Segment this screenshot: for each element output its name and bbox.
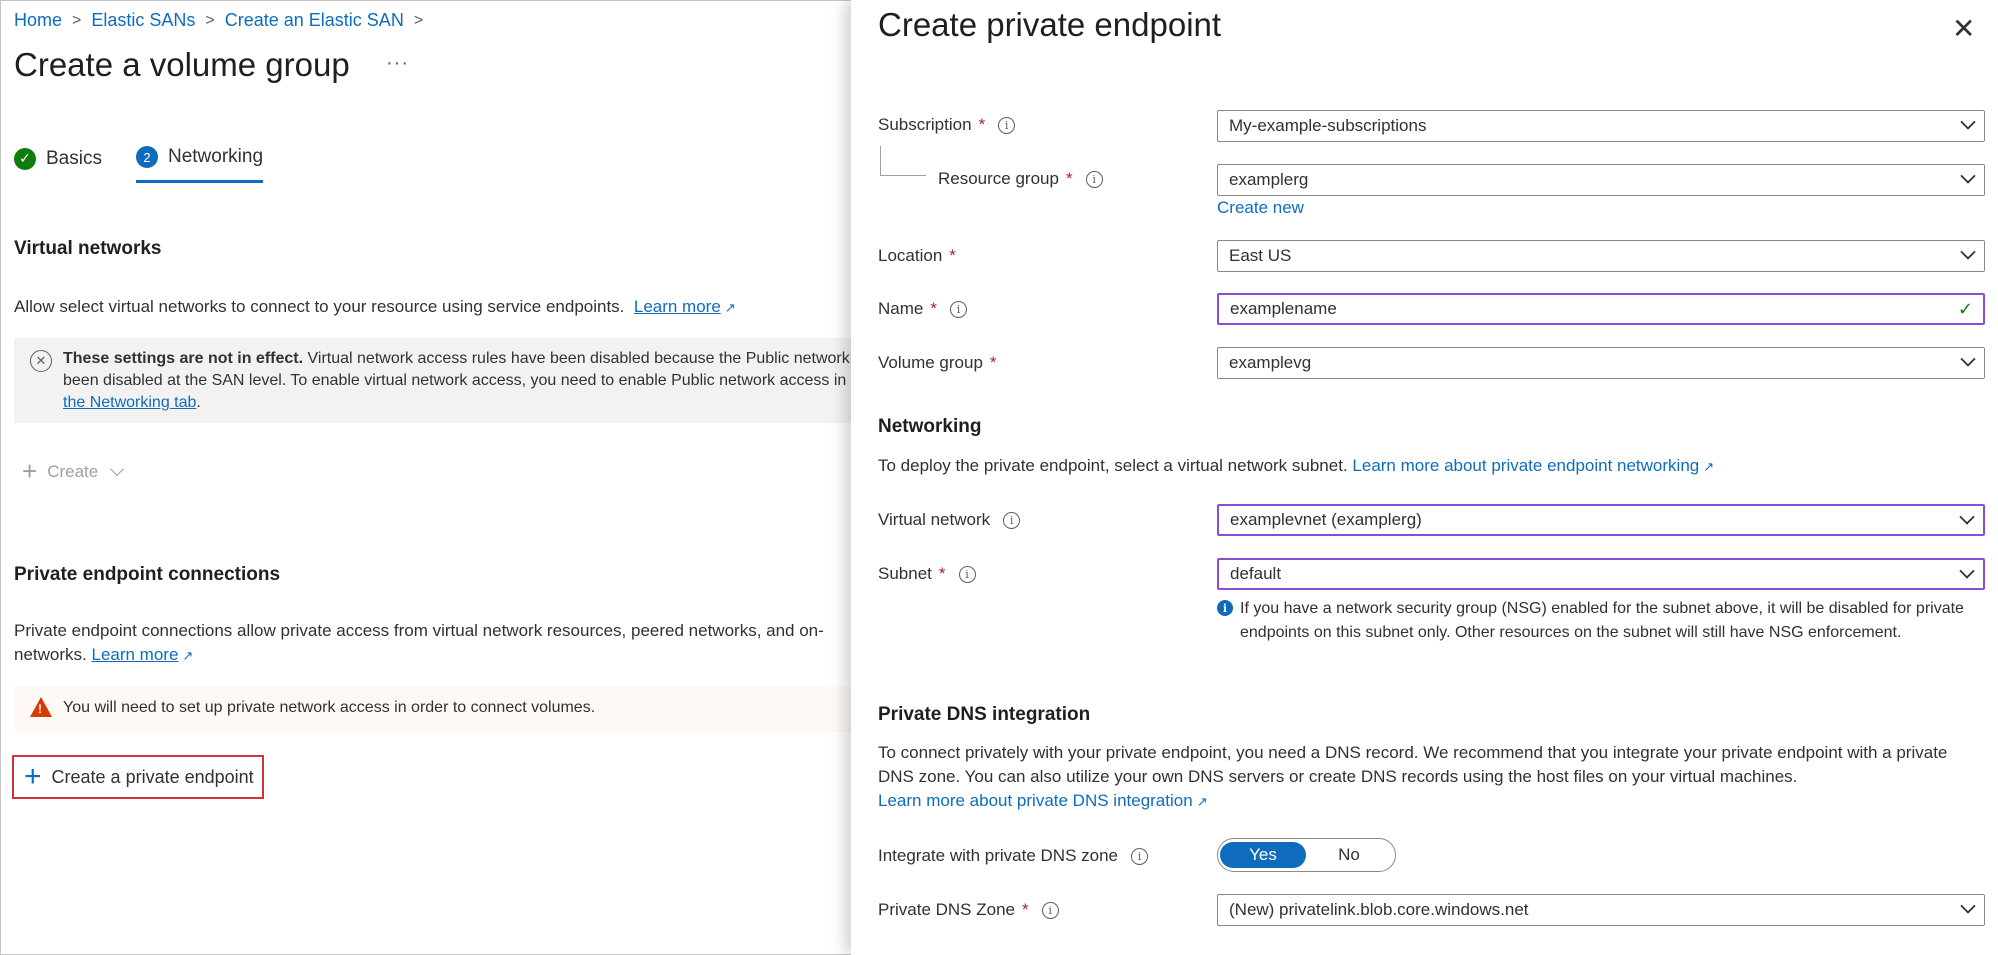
subnet-nsg-note: If you have a network security group (NSG) enabled for the subnet above, it will be disabled for private endpoints on this subnet only. Other resources on the subnet will still have NSG enforcement.: [1240, 600, 1964, 641]
virtual-networks-description: [14, 295, 736, 320]
required-marker: *: [978, 115, 986, 134]
create-private-endpoint-label: Create a private endpoint: [51, 766, 254, 787]
virtual-networks-description-text: Allow select virtual networks to connect to your resource using service endpoints.: [14, 297, 625, 316]
chevron-right-icon: >: [413, 11, 424, 29]
tab-basics[interactable]: [14, 146, 102, 183]
info-icon[interactable]: i: [1003, 512, 1020, 529]
info-icon[interactable]: i: [959, 566, 976, 583]
private-dns-zone-label-text: Private DNS Zone: [878, 900, 1015, 919]
toggle-yes[interactable]: Yes: [1220, 842, 1306, 868]
subnet-label-text: Subnet: [878, 564, 932, 583]
create-private-endpoint-button[interactable]: [12, 755, 264, 799]
private-dns-heading: Private DNS integration: [878, 704, 1091, 725]
breadcrumb-create-elastic-san[interactable]: Create an Elastic SAN: [224, 10, 404, 30]
external-link-icon: ↗: [1703, 459, 1715, 474]
virtual-network-label: [878, 510, 1020, 530]
virtual-network-dropdown[interactable]: [1217, 504, 1985, 536]
virtual-networks-learn-more-link[interactable]: Learn more: [633, 297, 721, 316]
resource-group-value: examplerg: [1229, 170, 1309, 189]
info-filled-icon: i: [1217, 600, 1233, 616]
chevron-down-icon: [1959, 563, 1974, 578]
subscription-label-text: Subscription: [878, 115, 972, 134]
location-label: [878, 246, 956, 266]
subscription-dropdown[interactable]: [1217, 110, 1985, 142]
warning-text: You will need to set up private network access in order to connect volumes.: [63, 699, 596, 716]
chevron-down-icon: [110, 462, 124, 476]
info-icon[interactable]: i: [950, 301, 967, 318]
subnet-dropdown[interactable]: [1217, 558, 1985, 590]
settings-not-in-effect-notice: [14, 338, 851, 423]
private-dns-zone-label: [878, 900, 1059, 920]
notice-text: [63, 348, 851, 414]
chevron-down-icon: [1959, 509, 1974, 524]
info-icon[interactable]: i: [1042, 902, 1059, 919]
notice-text-line-2: been disabled at the SAN level. To enable virtual network access, you need to enable Public network access in: [63, 372, 847, 389]
external-link-icon: ↗: [1196, 794, 1208, 809]
notice-text-line-1: Virtual network access rules have been disabled because the Public network: [303, 350, 850, 367]
dismiss-circle-icon: ✕: [30, 350, 52, 372]
networking-description: [878, 454, 1714, 479]
tree-connector: [880, 146, 926, 176]
private-dns-learn-more-link[interactable]: Learn more about private DNS integration: [878, 791, 1193, 810]
create-vnet-button[interactable]: [22, 456, 122, 487]
chevron-right-icon: >: [205, 11, 215, 29]
more-options-icon[interactable]: ···: [386, 52, 409, 74]
chevron-down-icon: [1960, 244, 1975, 259]
location-label-text: Location: [878, 246, 943, 265]
chevron-down-icon: [1960, 351, 1975, 366]
close-icon[interactable]: ✕: [1952, 13, 1976, 44]
private-endpoint-connections-heading: Private endpoint connections: [14, 564, 281, 585]
private-dns-description: [878, 741, 1978, 814]
create-volume-group-page: [0, 0, 851, 955]
warning-mark: !: [38, 702, 42, 716]
chevron-right-icon: >: [72, 11, 82, 29]
networking-heading: Networking: [878, 416, 982, 437]
wizard-tabs: [14, 146, 263, 183]
plus-icon: +: [24, 760, 42, 793]
required-marker: *: [989, 353, 997, 372]
create-new-resource-group-link[interactable]: Create new: [1217, 198, 1304, 217]
resource-group-label: [938, 169, 1103, 189]
private-endpoint-learn-more-link[interactable]: Learn more: [91, 645, 179, 664]
chevron-down-icon: [1960, 168, 1975, 183]
integrate-dns-toggle: [1217, 838, 1396, 872]
tab-networking[interactable]: [136, 146, 263, 183]
required-marker: *: [1065, 169, 1073, 188]
panel-title: Create private endpoint: [878, 6, 1222, 43]
subnet-label: [878, 564, 976, 584]
info-icon[interactable]: i: [1086, 171, 1103, 188]
name-label-text: Name: [878, 299, 924, 318]
chevron-down-icon: [1960, 898, 1975, 913]
integrate-dns-label-text: Integrate with private DNS zone: [878, 846, 1119, 865]
external-link-icon: ↗: [724, 300, 736, 315]
checkmark-icon: ✓: [1957, 299, 1973, 319]
notice-bold-text: These settings are not in effect.: [63, 350, 304, 367]
info-icon[interactable]: i: [1131, 848, 1148, 865]
create-private-endpoint-panel: [851, 0, 1998, 955]
info-icon[interactable]: i: [998, 117, 1015, 134]
virtual-networks-heading: Virtual networks: [14, 238, 162, 259]
required-marker: *: [930, 299, 937, 318]
name-value: examplename: [1230, 299, 1337, 318]
subscription-value: My-example-subscriptions: [1229, 116, 1427, 135]
private-dns-description-text: To connect privately with your private endpoint, you need a DNS record. We recommend that you integrate your private endpoint with a private DNS zone. You can also utilize your own DNS servers or create DNS records using the host files on your virtual machines.: [878, 743, 1948, 786]
name-input[interactable]: [1217, 293, 1985, 325]
notice-end: .: [196, 394, 201, 411]
required-marker: *: [1022, 900, 1029, 919]
chevron-down-icon: [1960, 114, 1975, 129]
step-number-icon: 2: [136, 146, 158, 168]
name-label: [878, 299, 967, 319]
private-network-warning: [14, 686, 851, 732]
virtual-network-value: examplevnet (examplerg): [1230, 510, 1422, 529]
private-dns-zone-dropdown[interactable]: [1217, 894, 1985, 926]
create-vnet-label: Create: [47, 461, 99, 481]
private-endpoint-description: [14, 619, 824, 668]
private-endpoint-networking-link[interactable]: Learn more about private endpoint networking: [1352, 456, 1700, 475]
networking-tab-link[interactable]: the Networking tab: [63, 394, 197, 411]
plus-icon: +: [22, 456, 38, 486]
subscription-label: [878, 115, 1015, 135]
volume-group-label-text: Volume group: [878, 353, 983, 372]
resource-group-dropdown[interactable]: [1217, 164, 1985, 196]
toggle-no[interactable]: No: [1338, 845, 1360, 864]
external-link-icon: ↗: [182, 648, 194, 663]
page-title: Create a volume group: [14, 46, 350, 83]
private-endpoint-description-line-1: Private endpoint connections allow private access from virtual network resources, peered networks, and on-: [14, 621, 824, 640]
tab-networking-label: Networking: [167, 146, 264, 167]
location-value: East US: [1229, 246, 1292, 265]
volume-group-dropdown[interactable]: [1217, 347, 1985, 379]
subnet-value: default: [1230, 564, 1282, 583]
integrate-dns-label: [878, 846, 1148, 866]
required-marker: *: [938, 564, 946, 583]
breadcrumb: [14, 10, 423, 31]
virtual-network-label-text: Virtual network: [878, 510, 991, 529]
volume-group-label: [878, 353, 997, 373]
volume-group-value: examplevg: [1229, 353, 1312, 372]
tab-basics-label: Basics: [46, 147, 102, 169]
private-endpoint-description-line-2: networks.: [14, 645, 87, 664]
location-dropdown[interactable]: [1217, 240, 1985, 272]
private-dns-zone-value: (New) privatelink.blob.core.windows.net: [1229, 900, 1529, 919]
check-circle-icon: ✓: [14, 148, 36, 170]
required-marker: *: [949, 246, 956, 265]
breadcrumb-elastic-sans[interactable]: Elastic SANs: [91, 10, 196, 30]
networking-description-text: To deploy the private endpoint, select a virtual network subnet.: [878, 456, 1348, 475]
breadcrumb-home[interactable]: Home: [14, 10, 63, 30]
resource-group-label-text: Resource group: [938, 169, 1059, 188]
